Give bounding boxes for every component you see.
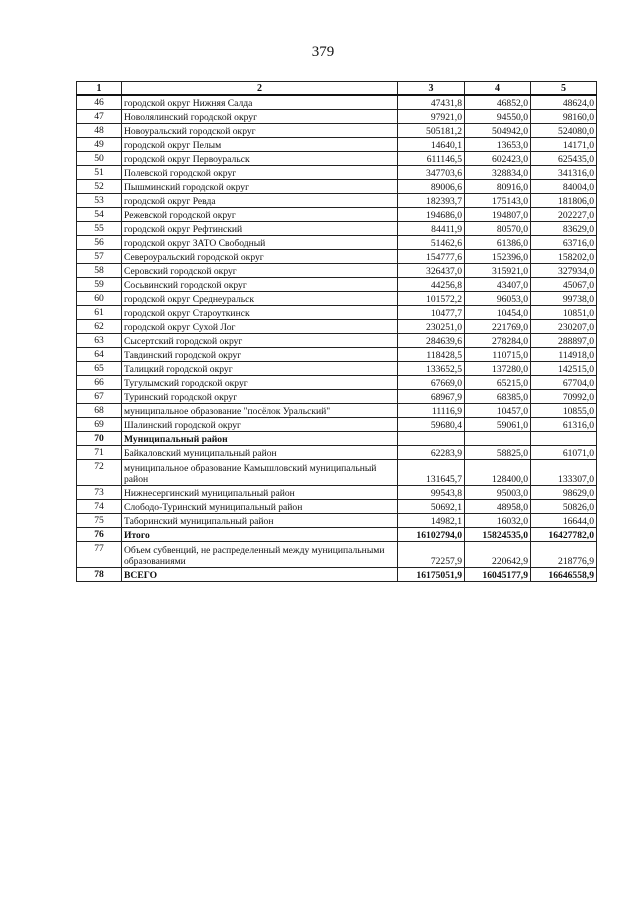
value-col5-cell: 10855,0 [531,404,597,418]
municipality-name-cell: Сосьвинский городской округ [122,278,398,292]
municipality-name-cell: Объем субвенций, не распределенный между муниципальными образованиями [122,542,398,568]
value-col4-cell: 59061,0 [465,418,531,432]
table-row [77,334,597,348]
value-col5-cell: 16646558,9 [531,568,597,582]
value-col3-cell: 16175051,9 [398,568,465,582]
value-col4-cell: 94550,0 [465,110,531,124]
value-col3-cell: 67669,0 [398,376,465,390]
row-number-cell: 71 [77,446,122,460]
value-col5-cell: 341316,0 [531,166,597,180]
row-number-cell: 48 [77,124,122,138]
value-col4-cell: 46852,0 [465,95,531,110]
table-row [77,208,597,222]
value-col5-cell: 288897,0 [531,334,597,348]
column-header: 1 [77,82,122,96]
value-col4-cell [465,432,531,446]
municipality-name-cell: Слободо-Туринский муниципальный район [122,500,398,514]
row-number-cell: 64 [77,348,122,362]
row-number-cell: 78 [77,568,122,582]
row-number-cell: 76 [77,528,122,542]
value-col3-cell: 14982,1 [398,514,465,528]
row-number-cell: 74 [77,500,122,514]
table-row [77,166,597,180]
municipality-name-cell: городской округ Первоуральск [122,152,398,166]
value-col4-cell: 43407,0 [465,278,531,292]
table-row [77,362,597,376]
table-row [77,152,597,166]
value-col4-cell: 137280,0 [465,362,531,376]
municipality-name-cell: Сысертский городской округ [122,334,398,348]
value-col4-cell: 328834,0 [465,166,531,180]
value-col3-cell: 68967,9 [398,390,465,404]
municipality-name-cell: Серовский городской округ [122,264,398,278]
value-col5-cell: 158202,0 [531,250,597,264]
table-row [77,222,597,236]
table-row [77,124,597,138]
value-col5-cell: 99738,0 [531,292,597,306]
row-number-cell: 73 [77,486,122,500]
value-col4-cell: 602423,0 [465,152,531,166]
value-col4-cell: 58825,0 [465,446,531,460]
value-col4-cell: 315921,0 [465,264,531,278]
row-number-cell: 51 [77,166,122,180]
value-col4-cell: 504942,0 [465,124,531,138]
value-col5-cell: 45067,0 [531,278,597,292]
table-row [77,194,597,208]
row-number-cell: 63 [77,334,122,348]
value-col4-cell: 16032,0 [465,514,531,528]
table-row [77,320,597,334]
value-col3-cell: 154777,6 [398,250,465,264]
value-col5-cell: 181806,0 [531,194,597,208]
value-col5-cell: 61071,0 [531,446,597,460]
value-col3-cell: 84411,9 [398,222,465,236]
municipality-name-cell: городской округ Сухой Лог [122,320,398,334]
value-col5-cell: 70992,0 [531,390,597,404]
value-col5-cell: 84004,0 [531,180,597,194]
table-row [77,446,597,460]
municipality-name-cell: Нижнесергинский муниципальный район [122,486,398,500]
row-number-cell: 69 [77,418,122,432]
municipality-name-cell: Туринский городской округ [122,390,398,404]
row-number-cell: 70 [77,432,122,446]
table-row [77,390,597,404]
row-number-cell: 68 [77,404,122,418]
table-row [77,568,597,582]
value-col5-cell [531,432,597,446]
value-col5-cell: 61316,0 [531,418,597,432]
table-row [77,460,597,486]
row-number-cell: 52 [77,180,122,194]
value-col3-cell: 89006,6 [398,180,465,194]
municipality-name-cell: Талицкий городской округ [122,362,398,376]
municipality-name-cell: городской округ Рефтинский [122,222,398,236]
row-number-cell: 47 [77,110,122,124]
municipality-name-cell: Итого [122,528,398,542]
row-number-cell: 66 [77,376,122,390]
value-col4-cell: 13653,0 [465,138,531,152]
table-row [77,95,597,110]
value-col5-cell: 98160,0 [531,110,597,124]
value-col5-cell: 16644,0 [531,514,597,528]
table-row [77,236,597,250]
value-col5-cell: 63716,0 [531,236,597,250]
value-col5-cell: 83629,0 [531,222,597,236]
row-number-cell: 59 [77,278,122,292]
value-col4-cell: 221769,0 [465,320,531,334]
municipality-name-cell: Муниципальный район [122,432,398,446]
value-col5-cell: 48624,0 [531,95,597,110]
row-number-cell: 54 [77,208,122,222]
value-col5-cell: 133307,0 [531,460,597,486]
row-number-cell: 77 [77,542,122,568]
table-row [77,500,597,514]
municipality-name-cell: муниципальное образование Камышловский муниципальный район [122,460,398,486]
value-col4-cell: 16045177,9 [465,568,531,582]
row-number-cell: 72 [77,460,122,486]
column-header: 2 [122,82,398,96]
value-col4-cell: 152396,0 [465,250,531,264]
column-header: 3 [398,82,465,96]
municipality-name-cell: Полевской городской округ [122,166,398,180]
table-row [77,278,597,292]
value-col4-cell: 110715,0 [465,348,531,362]
value-col4-cell: 96053,0 [465,292,531,306]
municipality-name-cell: Новолялинский городской округ [122,110,398,124]
value-col3-cell: 101572,2 [398,292,465,306]
value-col3-cell: 44256,8 [398,278,465,292]
table-row [77,264,597,278]
table-row [77,514,597,528]
municipality-name-cell: Таборинский муниципальный район [122,514,398,528]
row-number-cell: 75 [77,514,122,528]
value-col5-cell: 524080,0 [531,124,597,138]
table-row [77,432,597,446]
value-col4-cell: 95003,0 [465,486,531,500]
value-col3-cell [398,432,465,446]
value-col3-cell: 99543,8 [398,486,465,500]
table-row [77,180,597,194]
row-number-cell: 62 [77,320,122,334]
table-row [77,418,597,432]
table-row [77,542,597,568]
value-col3-cell: 118428,5 [398,348,465,362]
value-col4-cell: 48958,0 [465,500,531,514]
municipality-name-cell: городской округ Среднеуральск [122,292,398,306]
value-col4-cell: 128400,0 [465,460,531,486]
value-col3-cell: 131645,7 [398,460,465,486]
value-col4-cell: 194807,0 [465,208,531,222]
table-row [77,376,597,390]
value-col4-cell: 10454,0 [465,306,531,320]
value-col4-cell: 175143,0 [465,194,531,208]
value-col3-cell: 230251,0 [398,320,465,334]
value-col4-cell: 68385,0 [465,390,531,404]
value-col5-cell: 230207,0 [531,320,597,334]
table-row [77,250,597,264]
value-col3-cell: 51462,6 [398,236,465,250]
value-col3-cell: 62283,9 [398,446,465,460]
value-col3-cell: 133652,5 [398,362,465,376]
table-row [77,292,597,306]
value-col4-cell: 80570,0 [465,222,531,236]
municipality-name-cell: Байкаловский муниципальный район [122,446,398,460]
value-col3-cell: 59680,4 [398,418,465,432]
column-header: 5 [531,82,597,96]
row-number-cell: 67 [77,390,122,404]
municipality-name-cell: Североуральский городской округ [122,250,398,264]
value-col5-cell: 218776,9 [531,542,597,568]
value-col5-cell: 327934,0 [531,264,597,278]
value-col3-cell: 11116,9 [398,404,465,418]
value-col3-cell: 347703,6 [398,166,465,180]
table-row [77,306,597,320]
value-col3-cell: 284639,6 [398,334,465,348]
value-col3-cell: 611146,5 [398,152,465,166]
value-col5-cell: 142515,0 [531,362,597,376]
value-col5-cell: 50826,0 [531,500,597,514]
row-number-cell: 61 [77,306,122,320]
value-col3-cell: 50692,1 [398,500,465,514]
value-col3-cell: 14640,1 [398,138,465,152]
municipality-name-cell: Режевской городской округ [122,208,398,222]
value-col5-cell: 67704,0 [531,376,597,390]
table-row [77,110,597,124]
municipality-name-cell: Новоуральский городской округ [122,124,398,138]
row-number-cell: 58 [77,264,122,278]
table-row [77,486,597,500]
municipality-name-cell: ВСЕГО [122,568,398,582]
value-col5-cell: 16427782,0 [531,528,597,542]
value-col3-cell: 10477,7 [398,306,465,320]
municipality-name-cell: Тугулымский городской округ [122,376,398,390]
row-number-cell: 57 [77,250,122,264]
municipality-name-cell: городской округ Пелым [122,138,398,152]
value-col3-cell: 182393,7 [398,194,465,208]
row-number-cell: 56 [77,236,122,250]
value-col3-cell: 194686,0 [398,208,465,222]
value-col4-cell: 15824535,0 [465,528,531,542]
municipality-name-cell: городской округ Ревда [122,194,398,208]
value-col5-cell: 98629,0 [531,486,597,500]
municipality-name-cell: городской округ Нижняя Салда [122,95,398,110]
table-row [77,138,597,152]
value-col3-cell: 505181,2 [398,124,465,138]
row-number-cell: 53 [77,194,122,208]
table-row [77,404,597,418]
table-row [77,528,597,542]
column-header: 4 [465,82,531,96]
value-col5-cell: 114918,0 [531,348,597,362]
table-row [77,348,597,362]
value-col4-cell: 65215,0 [465,376,531,390]
value-col5-cell: 625435,0 [531,152,597,166]
value-col3-cell: 72257,9 [398,542,465,568]
value-col3-cell: 16102794,0 [398,528,465,542]
municipality-name-cell: городской округ Староуткинск [122,306,398,320]
row-number-cell: 55 [77,222,122,236]
municipality-name-cell: городской округ ЗАТО Свободный [122,236,398,250]
row-number-cell: 60 [77,292,122,306]
value-col4-cell: 10457,0 [465,404,531,418]
value-col3-cell: 97921,0 [398,110,465,124]
municipality-name-cell: Шалинский городской округ [122,418,398,432]
row-number-cell: 50 [77,152,122,166]
value-col5-cell: 14171,0 [531,138,597,152]
page-number: 379 [311,44,335,60]
row-number-cell: 49 [77,138,122,152]
value-col4-cell: 220642,9 [465,542,531,568]
municipality-name-cell: муниципальное образование "посёлок Уральский" [122,404,398,418]
municipality-name-cell: Тавдинский городской округ [122,348,398,362]
subsidy-table [76,81,597,582]
value-col4-cell: 80916,0 [465,180,531,194]
value-col4-cell: 61386,0 [465,236,531,250]
value-col5-cell: 202227,0 [531,208,597,222]
table-header-row [77,82,597,96]
row-number-cell: 65 [77,362,122,376]
value-col3-cell: 47431,8 [398,95,465,110]
value-col4-cell: 278284,0 [465,334,531,348]
row-number-cell: 46 [77,95,122,110]
value-col5-cell: 10851,0 [531,306,597,320]
value-col3-cell: 326437,0 [398,264,465,278]
municipality-name-cell: Пышминский городской округ [122,180,398,194]
